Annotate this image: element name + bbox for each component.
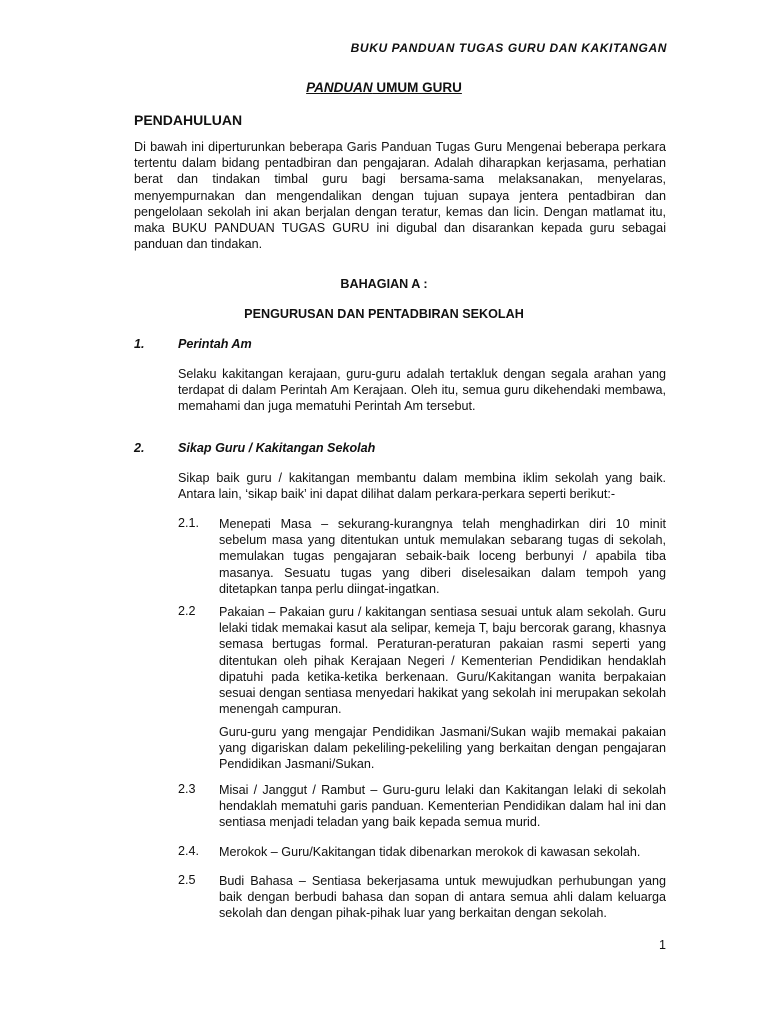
list-item-number: 2.3 [178, 782, 196, 796]
list-item-text: Merokok – Guru/Kakitangan tidak dibenarkan merokok di kawasan sekolah. [219, 845, 641, 859]
list-item-number: 2.1. [178, 516, 200, 530]
page-number: 1 [659, 938, 667, 952]
section-body: Sikap baik guru / kakitangan membantu dalam membina iklim sekolah yang baik. Antara lain, ‘sikap baik’ ini dapat dilihat dalam perkara-perkara seperti berikut:- [178, 471, 666, 502]
section-title: Sikap Guru / Kakitangan Sekolah [178, 441, 376, 455]
list-item-number: 2.5 [178, 873, 196, 887]
section-title: Perintah Am [178, 337, 252, 351]
part-title: PENGURUSAN DAN PENTADBIRAN SEKOLAH [244, 307, 524, 321]
running-header: BUKU PANDUAN TUGAS GURU DAN KAKITANGAN [350, 41, 667, 55]
list-item-text: Menepati Masa – sekurang-kurangnya telah menghadirkan diri 10 minit sebelum masa yang ditentukan untuk memulakan sebarang tugas di sekolah, memulakan tugas pengajaran sebaik-baik loceng berbunyi / apabila tiba masanya. Sesuatu tugas yang diberi diselesaikan dalam tempoh yang ditetapkan tanpa perlu diingat-ingatkan. [219, 517, 666, 596]
list-item-text: Budi Bahasa – Sentiasa bekerjasama untuk mewujudkan perhubungan yang baik dengan berbudi bahasa dan sopan di antara semua ahli dalam keluarga sekolah dan dengan pihak-pihak luar yang berkaitan dengan sekolah. [219, 874, 666, 921]
section-number: 1. [134, 337, 145, 351]
list-item-number: 2.4. [178, 844, 200, 858]
part-label: BAHAGIAN A : [340, 277, 428, 291]
intro-paragraph: Di bawah ini diperturunkan beberapa Garis Panduan Tugas Guru Mengenai beberapa perkara tertentu dalam bidang pentadbiran dan pengajaran. Adalah diharapkan kerjasama, perhatian berat dan tindakan timbal guru bagi bersama-sama melaksanakan, menyelaras, menyempurnakan dan mengendalikan dengan tujuan supaya jentera pentadbiran dan pengelolaan sekolah ini akan berjalan dengan teratur, kemas dan licin. Dengan matlamat itu, maka BUKU PANDUAN TUGAS GURU ini digubal dan disarankan kepada guru sebagai panduan dan tindakan. [134, 140, 666, 252]
list-item-extra-text: Guru-guru yang mengajar Pendidikan Jasmani/Sukan wajib memakai pakaian yang digariskan dalam pekeliling-pekeliling yang berkaitan dengan pengajaran Pendidikan Jasmani/Sukan. [219, 725, 666, 772]
document-title [0, 80, 768, 95]
intro-heading: PENDAHULUAN [134, 112, 243, 128]
document-title-rest: UMUM GURU [372, 80, 462, 95]
section-body: Selaku kakitangan kerajaan, guru-guru adalah tertakluk dengan segala arahan yang terdapat di dalam Perintah Am Kerajaan. Oleh itu, semua guru dikehendaki membawa, memahami dan juga mematuhi Perintah Am tersebut. [178, 367, 666, 414]
section-number: 2. [134, 441, 145, 455]
list-item-text: Pakaian – Pakaian guru / kakitangan sentiasa sesuai untuk alam sekolah. Guru lelaki tidak memakai kasut ala selipar, kemeja T, baju bercorak garang, khasnya semasa bertugas formal. Peraturan-peraturan pakaian rasmi seperti yang ditentukan oleh pihak Kerajaan Negeri / Kementerian Pendidikan hendaklah dipatuhi pada ketika-ketika berkenaan. Guru/Kakitangan wanita berpakaian sesuai dengan sentiasa menyedari hakikat yang sekolah ini merupakan sekolah menengah campuran. [219, 605, 666, 717]
document-title-italic: PANDUAN [306, 80, 373, 95]
list-item-number: 2.2 [178, 604, 196, 618]
list-item-text: Misai / Janggut / Rambut – Guru-guru lelaki dan Kakitangan lelaki di sekolah hendaklah mematuhi garis panduan. Kementerian Pendidikan dalam hal ini dan sentiasa menjadi teladan yang baik kepada semua murid. [219, 783, 666, 830]
